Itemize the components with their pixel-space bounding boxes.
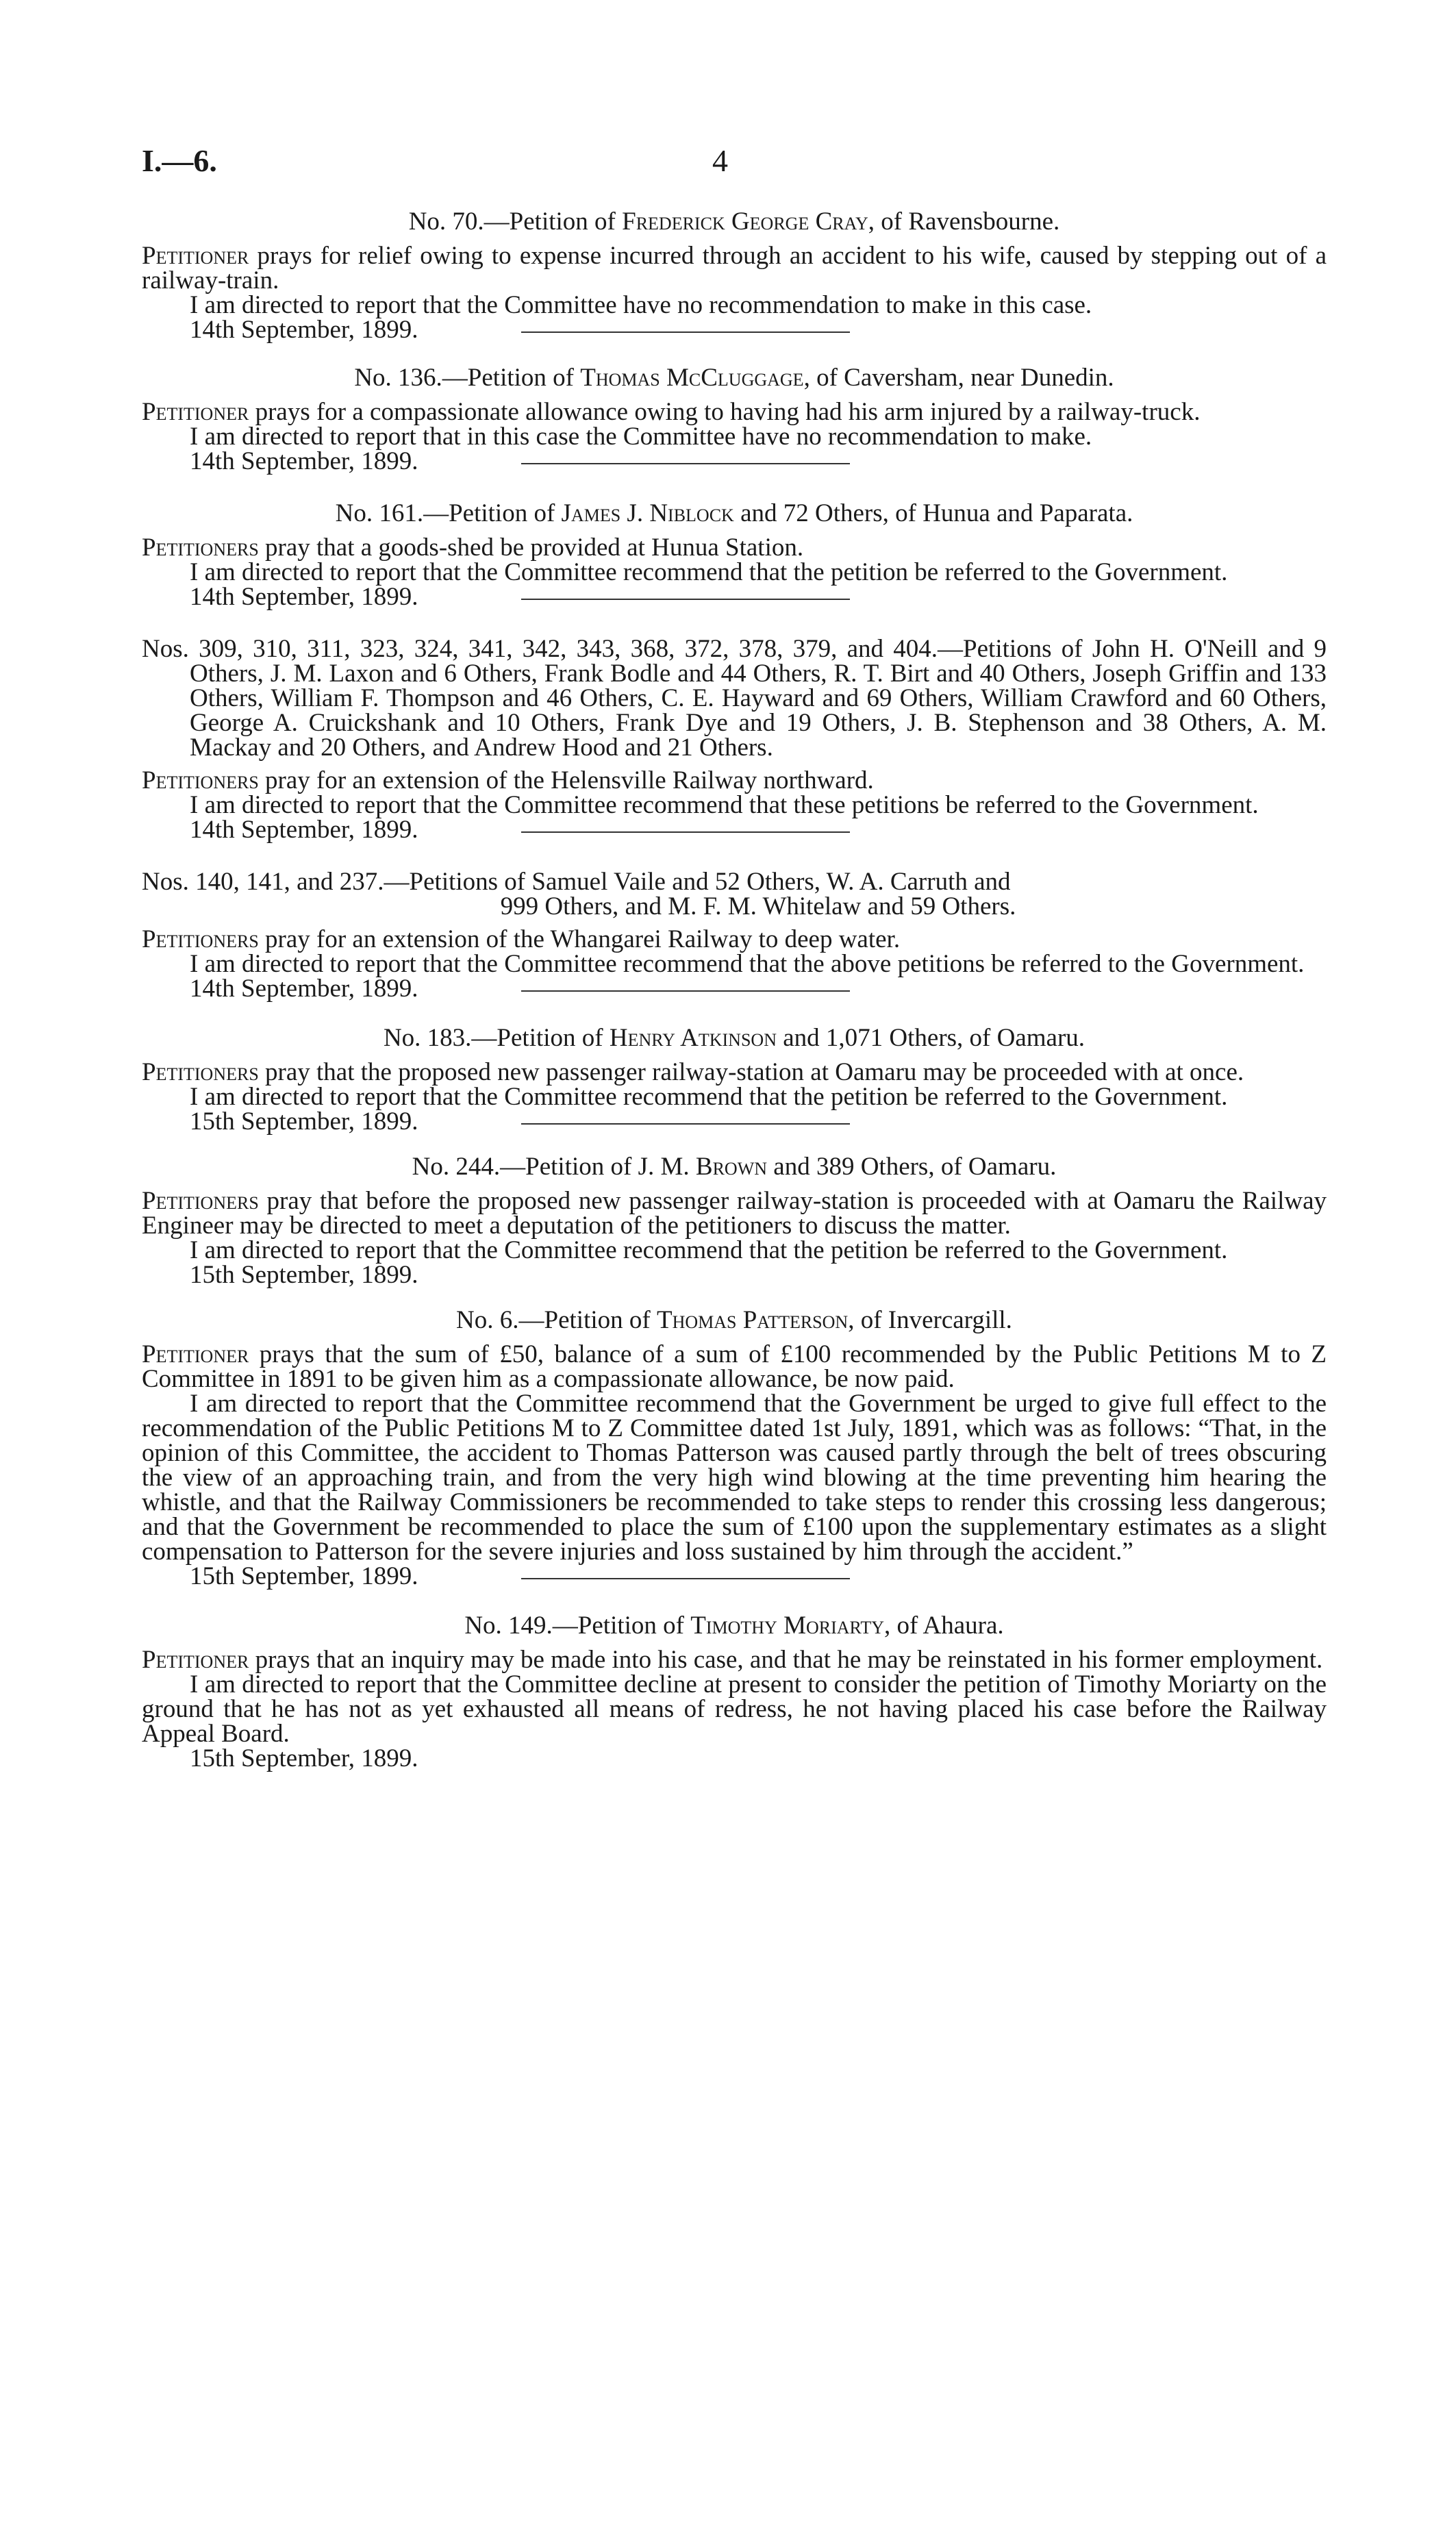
separator-rule [521, 990, 850, 992]
petition-title: No. 161.—Petition of James J. Niblock and 72 Others, of Hunua and Paparata. [335, 499, 1133, 527]
committee-report: I am directed to report that the Committee have no recommendation to make in this case. [190, 291, 1092, 319]
committee-report: I am directed to report that the Committee recommend that the above petitions be referred to the Government. [190, 950, 1305, 978]
petition-title: No. 136.—Petition of Thomas McCluggage, of Caversham, near Dunedin. [354, 364, 1114, 392]
committee-report: I am directed to report that the Committee recommend that the petition be referred to the Government. [190, 1236, 1228, 1264]
petition-entry [142, 501, 1327, 610]
petition-entry [142, 1614, 1327, 1771]
document-body [142, 210, 1327, 1771]
report-date: 14th September, 1899. [190, 818, 1327, 842]
committee-report: I am directed to report that the Committee decline at present to consider the petition of Timothy Moriarty on the ground that he has not as yet exhausted all means of redress, he not having placed his case before the Railway Appeal Board. [142, 1670, 1327, 1748]
petition-entry [142, 366, 1327, 474]
petition-prayer: Petitioner prays for relief owing to expense incurred through an accident to his wife, caused by stepping out of a railway-train. [142, 242, 1327, 294]
petition-prayer: Petitioner prays for a compassionate allowance owing to having had his arm injured by a railway-truck. [142, 398, 1201, 426]
committee-report: I am directed to report that the Committee recommend that the Government be urged to give full effect to the recommendation of the Public Petitions M to Z Committee dated 1st July, 1891, which was as follows: “That, in the opinion of this Committee, the accident to Thomas Patterson was caused partly through the belt of trees obscuring the view of an approaching train, and from the very high wind blowing at the time preventing him hearing the whistle, and that the Railway Commissioners be recommended to take steps to render this crossing less dangerous; and that the Government be recommended to place the sum of £100 upon the supplementary estimates as a slight compensation to Patterson for the severe injuries and loss sustained by him through the accident.” [142, 1390, 1327, 1566]
separator-rule [521, 599, 850, 600]
petition-title: No. 70.—Petition of Frederick George Cray, of Ravensbourne. [408, 208, 1060, 236]
petition-title: No. 244.—Petition of J. M. Brown and 389 Others, of Oamaru. [412, 1153, 1057, 1181]
committee-report: I am directed to report that in this case the Committee have no recommendation to make. [190, 423, 1092, 451]
petition-prayer: Petitioners pray that a goods-shed be provided at Hunua Station. [142, 534, 804, 562]
report-date: 15th September, 1899. [190, 1110, 1327, 1134]
report-date: 14th September, 1899. [190, 449, 1327, 474]
petition-title: Nos. 140, 141, and 237.—Petitions of Samuel Vaile and 52 Others, W. A. Carruth and 999 Others, and M. F. M. Whitelaw and 59 Others. [142, 868, 1016, 920]
petition-entry [142, 637, 1327, 842]
petition-prayer: Petitioner prays that an inquiry may be made into his case, and that he may be reinstated in his former employment. [142, 1646, 1323, 1674]
report-date: 14th September, 1899. [190, 318, 1327, 342]
petition-title: No. 183.—Petition of Henry Atkinson and 1,071 Others, of Oamaru. [383, 1024, 1085, 1052]
separator-rule [521, 1123, 850, 1125]
committee-report: I am directed to report that the Committee recommend that the petition be referred to the Government. [190, 558, 1228, 586]
report-date: 15th September, 1899. [190, 1564, 1327, 1589]
petition-title: Nos. 309, 310, 311, 323, 324, 341, 342, 343, 368, 372, 378, 379, and 404.—Petitions of John H. O'Neill and 9 Others, J. M. Laxon and 6 Others, Frank Bodle and 44 Others, R. T. Birt and 40 Others, Joseph Griffin and 133 Others, William F. Thompson and 46 Others, C. E. Hayward and 69 Others, William Crawford and 60 Others, George A. Cruickshank and 10 Others, Frank Dye and 19 Others, J. B. Stephenson and 38 Others, A. M. Mackay and 20 Others, and Andrew Hood and 21 Others. [142, 635, 1327, 762]
petition-prayer: Petitioners pray that the proposed new passenger railway-station at Oamaru may be proceeded with at once. [142, 1058, 1244, 1086]
separator-rule [521, 331, 850, 333]
petition-prayer: Petitioners pray for an extension of the Whangarei Railway to deep water. [142, 925, 901, 953]
separator-rule [521, 463, 850, 464]
separator-rule [521, 1578, 850, 1579]
petition-title: No. 6.—Petition of Thomas Patterson, of Invercargill. [456, 1306, 1012, 1334]
petition-entry [142, 1308, 1327, 1589]
document-reference: I.—6. [142, 143, 217, 178]
report-date: 14th September, 1899. [190, 585, 1327, 610]
petition-title: No. 149.—Petition of Timothy Moriarty, of Ahaura. [464, 1612, 1004, 1640]
petition-entry [142, 1026, 1327, 1134]
separator-rule [521, 831, 850, 833]
petition-entry [142, 870, 1327, 1001]
petition-entry [142, 210, 1327, 342]
petition-prayer: Petitioners pray for an extension of the Helensville Railway northward. [142, 766, 874, 794]
page-number: 4 [712, 143, 728, 178]
committee-report: I am directed to report that the Committee recommend that the petition be referred to the Government. [190, 1083, 1228, 1111]
report-date: 15th September, 1899. [190, 1744, 418, 1772]
petition-prayer: Petitioner prays that the sum of £50, balance of a sum of £100 recommended by the Public Petitions M to Z Committee in 1891 to be given him as a compassionate allowance, be now paid. [142, 1340, 1327, 1393]
petition-entry [142, 1155, 1327, 1288]
petition-prayer: Petitioners pray that before the proposed new passenger railway-station is proceeded with at Oamaru the Railway Engineer may be directed to meet a deputation of the petitioners to discuss the matter. [142, 1187, 1327, 1240]
report-date: 14th September, 1899. [190, 977, 1327, 1001]
committee-report: I am directed to report that the Committee recommend that these petitions be referred to the Government. [190, 791, 1259, 819]
report-date: 15th September, 1899. [190, 1261, 418, 1289]
